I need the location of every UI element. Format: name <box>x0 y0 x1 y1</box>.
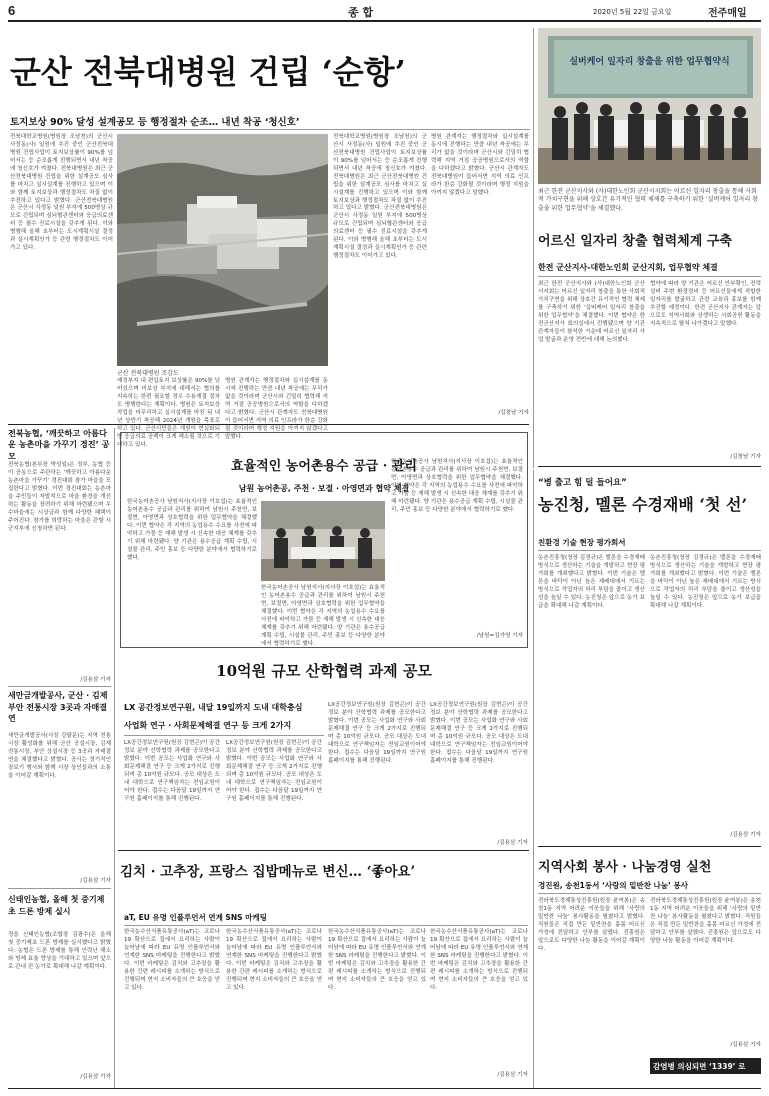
right-lower-headline: 지역사회 봉사 · 나눔경영 실천 <box>538 860 712 875</box>
bottom-subhead: aT, EU 유명 인플루언서 연계 SNS 마케팅 <box>124 913 267 922</box>
page-number: 6 <box>8 3 16 18</box>
bottom-body-col2: 한국농수산식품유통공사(aT)는 코로나19 확산으로 집에서 요리하는 사람이 늘어남에 따라 EU 유명 인플루언서와 연계한 SNS 마케팅을 진행한다고 밝혔다. 이번 마케팅은 김치와 고추장을 활용한 간편 레시피를 소개하는 방식으로 진행되며 현지 소비자들의 큰 호응을 얻고 있다. <box>226 929 322 991</box>
lead-body-col4: 전북대학교병원(병원장 조남천)의 군산시 사정동(사) 일원에 추진 중인 군산전북대병원 건립사업이 토지보상률이 90%를 넘어서는 등 순조롭게 진행되면서 내년 착공에 청신호가 켜졌다. 전북대병원은 최근 군산전북대병원 건립을 위한 설계공모 심사를 마치고 실시설계를 진행하고 있으며 이와 함께 토지보상과 행정절차도 차질 없이 추진하고 있다고 밝혔다. 군산전북대병원은 군산시 사정동 일원 부지에 500병상 규모로 건립되며 심뇌혈관센터와 응급의료센터 등 필수 진료시설을 갖추게 된다. 이와 병행해 올해 초부터는 도시계획시설 결정과 실시계획인가 등 관련 행정절차도 이어가고 있다. <box>333 134 427 260</box>
top-right-byline: /김창남 기자 <box>730 454 761 460</box>
boxed-headline: 효율적인 농어촌용수 공급 · 관리 <box>231 459 417 474</box>
lead-headline: 군산 전북대병원 건립 ‘순항’ <box>10 53 406 91</box>
right-lower-subhead: 경진원, 송천1동서 ‘사랑의 밑반찬 나눔’ 봉사 <box>538 881 688 890</box>
lead-body-col2: 예정부지 내 편입토지 보상률은 90%를 넘어섰으며 미보상 부지에 대해서는 협의를 지속하는 한편 필요할 경우 수용재결 절차도 병행한다는 계획이다. 병원은 토지보상 작업을 마무리하고 실시설계를 마친 뒤 내년 상반기 착공해 2024년 개원을 목표로 하고 있다. 군산시민들은 개원이 현실화되면 응급의료 공백이 크게 해소될 것으로 기대하고 있다. <box>117 378 220 448</box>
bottom-body-col4: 한국농수산식품유통공사(aT)는 코로나19 확산으로 집에서 요리하는 사람이 늘어남에 따라 EU 유명 인플루언서와 연계한 SNS 마케팅을 진행한다고 밝혔다. 이번 마케팅은 김치와 고추장을 활용한 간편 레시피를 소개하는 방식으로 진행되며 현지 소비자들의 큰 호응을 얻고 있다. <box>430 929 528 991</box>
lead-byline: /김창남 기자 <box>498 410 529 416</box>
top-right-photo-banner: 실버케어 일자리 창출을 위한 업무협약식 <box>569 57 730 67</box>
left-column-divider <box>114 428 115 1088</box>
middle-body-col1: LX공간정보연구원(원장 김현곤)이 공간정보 분야 산학협력 과제를 공모한다고 밝혔다. 이번 공모는 사업화 연구와 사회문제해결 연구 등 크게 2가지로 진행되며 총 10억원 규모다. 공모 대상은 도내 대학으로 연구책임자는 전임교원이어야 한다. 접수는 다음달 19일까지 연구원 홈페이지를 통해 진행된다. <box>124 740 220 802</box>
column-divider-top <box>533 28 534 468</box>
boxed-story <box>120 432 528 648</box>
masthead-rule <box>8 20 761 22</box>
bottom-rule <box>8 1088 761 1089</box>
lead-subhead-rule <box>10 129 530 130</box>
left-brief-3-body: 정읍 신태인농협(조합장 김광수)은 올해 첫 중기제초 드론 방제를 실시했다고 밝혔다. 농협은 드론 방제를 통해 인력난 해소와 방제 효율 향상을 기대하고 있으며 앞으로 관내 전 농가로 확대해 나갈 계획이다. <box>8 932 111 970</box>
middle-subhead-2: 사업화 연구 · 사회문제해결 연구 등 크게 2가지 <box>124 721 292 730</box>
left-brief-rule-2 <box>8 888 111 889</box>
boxed-photo <box>261 501 385 581</box>
middle-body-col4: LX공간정보연구원(원장 김현곤)이 공간정보 분야 산학협력 과제를 공모한다고 밝혔다. 이번 공모는 사업화 연구와 사회문제해결 연구 등 크게 2가지로 진행되며 총 10억원 규모다. 공모 대상은 도내 대학으로 연구책임자는 전임교원이어야 한다. 접수는 다음달 19일까지 연구원 홈페이지를 통해 진행된다. <box>430 702 528 764</box>
boxed-body-col3: 한국농어촌공사 남원지사(지사장 이호섭)는 효율적인 농어촌용수 공급과 관리를 위하여 남원시 주천면, 보절면, 아영면과 상호협력을 위한 업무협약을 체결했다. 이번 협약은 각 지역의 농업용수 수요를 사전에 파악하고 가뭄 등 재해 발생 시 신속한 대응 체계를 갖추기 위해 마련됐다. 양 기관은 용수공급 계획 수립, 시설물 관리, 주민 홍보 등 다양한 분야에서 협력하기로 했다. <box>391 459 523 513</box>
right-mid-headline: 농진청, 멜론 수경재배 ‘첫 선’ <box>538 495 748 514</box>
lead-body-col1: 전북대학교병원(병원장 조남천)의 군산시 사정동(사) 일원에 추진 중인 군산전북대병원 건립사업이 토지보상률이 90%를 넘어서는 등 순조롭게 진행되면서 내년 착공에 청신호가 켜졌다. 전북대병원은 최근 군산전북대병원 건립을 위한 설계공모 심사를 마치고 실시설계를 진행하고 있으며 이와 함께 토지보상과 행정절차도 차질 없이 추진하고 있다고 밝혔다. 군산전북대병원은 군산시 사정동 일원 부지에 500병상 규모로 건립되며 심뇌혈관센터와 응급의료센터 등 필수 진료시설을 갖추게 된다. 이와 병행해 올해 초부터는 도시계획시설 결정과 실시계획인가 등 관련 행정절차도 이어가고 있다. <box>10 134 113 252</box>
left-brief-rule-1 <box>8 686 111 687</box>
top-right-subhead-rule <box>538 276 761 277</box>
masthead <box>8 3 761 20</box>
section-rule-2 <box>118 850 529 851</box>
right-mid-body-col2: 농촌진흥청(청장 김경규)은 멜론을 수경재배 방식으로 생산하는 기술을 개발하고 현장 평가회를 개최했다고 밝혔다. 이번 기술은 멜론을 바닥이 아닌 높은 재배대에서 기르는 방식으로 작업자의 허리 부담을 줄이고 생산성을 높일 수 있다. 농진청은 앞으로 농가 보급을 확대해 나갈 계획이다. <box>650 555 761 609</box>
top-right-subhead: 한전 군산지사-대한노인회 군산지회, 업무협약 체결 <box>538 263 718 272</box>
paper-name: 전주매일 <box>708 8 747 19</box>
section-rule-1 <box>8 424 529 425</box>
boxed-body-col2: 한국농어촌공사 남원지사(지사장 이호섭)는 효율적인 농어촌용수 공급과 관리를 위하여 남원시 주천면, 보절면, 아영면과 상호협력을 위한 업무협약을 체결했다. 이번 협약은 각 지역의 농업용수 수요를 사전에 파악하고 가뭄 등 재해 발생 시 신속한 대응 체계를 갖추기 위해 마련됐다. 양 기관은 용수공급 계획 수립, 시설물 관리, 주민 홍보 등 다양한 분야에서 협력하기로 했다. <box>261 585 385 647</box>
middle-body-col3: LX공간정보연구원(원장 김현곤)이 공간정보 분야 산학협력 과제를 공모한다고 밝혔다. 이번 공모는 사업화 연구와 사회문제해결 연구 등 크게 2가지로 진행되며 총 10억원 규모다. 공모 대상은 도내 대학으로 연구책임자는 전임교원이어야 한다. 접수는 다음달 19일까지 연구원 홈페이지를 통해 진행된다. <box>328 702 426 764</box>
section-rule-right-1 <box>538 466 761 467</box>
left-brief-2-headline: 새만금개발공사, 군산 · 김제 부안 전통시장 3곳과 자매결연 <box>8 691 108 724</box>
left-brief-2-body: 새만금개발공사(사장 강팔문)는 지역 전통시장 활성화를 위해 군산 공설시장, 김제 전통시장, 부안 상설시장 등 3곳과 자매결연을 체결했다고 밝혔다. 공사는 정기적인 장보기 행사와 함께 시장 상인들과의 소통을 이어갈 계획이다. <box>8 733 111 779</box>
right-mid-kicker: “병 출고 힘 덜 들어요” <box>538 478 627 488</box>
section-title: 종 합 <box>348 6 374 19</box>
bottom-byline: /김용삼 기자 <box>497 1072 528 1078</box>
mou-ceremony-image <box>538 28 761 184</box>
boxed-subhead: 남원 농어촌공, 주천 · 보절 · 아영면과 협약 체결 <box>238 484 410 493</box>
boxed-byline: /남원=김가영 기자 <box>476 633 523 639</box>
right-lower-body-col1: 전라북도경제통상진흥원(원장 윤여봉)은 송천1동 지역 어려운 이웃들을 위해 ‘사랑의 밑반찬 나눔’ 봉사활동을 펼쳤다고 밝혔다. 직원들은 직접 만든 밑반찬을 홀몸 어르신 가정에 전달하고 안부를 살폈다. 진흥원은 앞으로도 다양한 나눔 활동을 이어갈 계획이다. <box>538 898 645 952</box>
middle-headline: 10억원 규모 산학협력 과제 공모 <box>216 662 432 680</box>
lead-photo <box>117 134 328 366</box>
right-lower-subhead-rule <box>538 893 761 894</box>
ad-strip <box>650 1058 761 1074</box>
right-mid-subhead-rule <box>538 550 761 551</box>
bottom-body-col3: 한국농수산식품유통공사(aT)는 코로나19 확산으로 집에서 요리하는 사람이 늘어남에 따라 EU 유명 인플루언서와 연계한 SNS 마케팅을 진행한다고 밝혔다. 이번 마케팅은 김치와 고추장을 활용한 간편 레시피를 소개하는 방식으로 진행되며 현지 소비자들의 큰 호응을 얻고 있다. <box>328 929 426 991</box>
issue-date: 2020년 5월 22일 금요일 <box>593 8 672 16</box>
right-mid-byline: /김용삼 기자 <box>730 832 761 838</box>
top-right-photo-caption: 최근 한전 군산지사와 (사)대한노인회 군산시지회는 어르신 일자리 창출을 통해 사회적 가치구현을 위해 상호간 유기적인 협력 체제를 구축하기 위한 ‘실버케어 일자리 창출을 위한 업무협약’을 체결했다. <box>538 188 758 212</box>
agreement-photo-image <box>261 501 385 581</box>
top-right-body-col2: 협약에 따라 양 기관은 어르신 안부확인, 전력설비 주변 환경정비 등 어르신들에게 적합한 일자리를 발굴하고 관련 교육과 홍보를 함께 추진할 예정이다. 한전 군산지사 관계자는 앞으로도 지역사회와 상생하는 사회공헌 활동을 지속적으로 펼쳐 나가겠다고 말했다. <box>650 281 761 327</box>
hospital-rendering-image <box>117 134 328 366</box>
boxed-body-col1: 한국농어촌공사 남원지사(지사장 이호섭)는 효율적인 농어촌용수 공급과 관리를 위하여 남원시 주천면, 보절면, 아영면과 상호협력을 위한 업무협약을 체결했다. 이번 협약은 각 지역의 농업용수 수요를 사전에 파악하고 가뭄 등 재해 발생 시 신속한 대응 체계를 갖추기 위해 마련됐다. 양 기관은 용수공급 계획 수립, 시설물 관리, 주민 홍보 등 다양한 분야에서 협력하기로 했다. <box>127 499 257 561</box>
ad-text: 감염병 의심되면 ‘1339’ 로 <box>653 1062 746 1071</box>
left-brief-1-body: 전북농협(본부장 박성일)은 정부, 농협 등이 공동으로 주관하는 ‘깨끗하고 아름다운 농촌마을 가꾸기’ 경진대회 참가 마을을 모집한다고 밝혔다. 이번 경진대회는 농촌마을 주민들이 자발적으로 마을 환경을 개선하는 활동을 장려하기 위해 마련됐으며 우수마을에는 시상금과 함께 다양한 혜택이 주어진다. 참가를 희망하는 마을은 관할 시군지부에 신청하면 된다. <box>8 462 111 532</box>
right-lower-body-col2: 전라북도경제통상진흥원(원장 윤여봉)은 송천1동 지역 어려운 이웃들을 위해 ‘사랑의 밑반찬 나눔’ 봉사활동을 펼쳤다고 밝혔다. 직원들은 직접 만든 밑반찬을 홀몸 어르신 가정에 전달하고 안부를 살폈다. 진흥원은 앞으로도 다양한 나눔 활동을 이어갈 계획이다. <box>650 898 761 944</box>
left-brief-3-headline: 신태인농협, 올해 첫 중기제초 드론 방제 실시 <box>8 895 105 917</box>
right-mid-subhead: 친환경 기술 현장 평가회서 <box>538 538 626 547</box>
top-right-photo <box>538 28 761 184</box>
top-right-body-col1: 최근 한전 군산지사와 (사)대한노인회 군산시지회는 어르신 일자리 창출을 통한 사회적 가치구현을 위해 상호간 유기적인 협력 체제를 구축하기 위한 ‘실버케어 일자리 창출을 위한 업무협약’을 체결했다. 이번 협약은 한전군산지사 회의실에서 진행됐으며 양 기관 관계자들이 참석한 가운데 어르신 일자리 사업 발굴과 운영 전반에 대해 논의했다. <box>538 281 645 343</box>
middle-byline: /김용삼 기자 <box>497 840 528 846</box>
lead-subhead: 토지보상 90% 달성 설계공모 등 행정절차 순조… 내년 착공 ‘청신호’ <box>10 117 300 128</box>
right-lower-byline: /김용삼 기자 <box>730 1042 761 1048</box>
column-divider-right <box>533 470 534 1088</box>
middle-subhead-1: LX 공간정보연구원, 내달 19일까지 도내 대학충심 <box>124 703 303 712</box>
middle-subhead-rule <box>124 735 324 736</box>
middle-body-col2: LX공간정보연구원(원장 김현곤)이 공간정보 분야 산학협력 과제를 공모한다고 밝혔다. 이번 공모는 사업화 연구와 사회문제해결 연구 등 크게 2가지로 진행되며 총 10억원 규모다. 공모 대상은 도내 대학으로 연구책임자는 전임교원이어야 한다. 접수는 다음달 19일까지 연구원 홈페이지를 통해 진행된다. <box>226 740 322 802</box>
bottom-subhead-rule <box>124 925 528 926</box>
bottom-headline: 김치 · 고추장, 프랑스 집밥메뉴로 변신… ‘좋아요’ <box>120 864 416 880</box>
left-brief-1-byline: /김용삼 기자 <box>80 677 111 683</box>
lead-body-col5: 병원 관계자는 행정절차와 실시설계를 동시에 진행하는 만큼 내년 착공에는 무리가 없을 것이라며 군산시와 긴밀히 협력해 지역 거점 공공병원으로서의 역할을 다하겠다고 밝혔다. 군산시 관계자도 전북대병원이 들어서면 지역 의료 인프라가 한층 강화될 것이라며 행정 지원을 아끼지 않겠다고 말했다. <box>431 134 529 196</box>
section-rule-right-2 <box>538 846 761 847</box>
right-mid-body-col1: 농촌진흥청(청장 김경규)은 멜론을 수경재배 방식으로 생산하는 기술을 개발하고 현장 평가회를 개최했다고 밝혔다. 이번 기술은 멜론을 바닥이 아닌 높은 재배대에서 기르는 방식으로 작업자의 허리 부담을 줄이고 생산성을 높일 수 있다. 농진청은 앞으로 농가 보급을 확대해 나갈 계획이다. <box>538 555 645 609</box>
bottom-body-col1: 한국농수산식품유통공사(aT)는 코로나19 확산으로 집에서 요리하는 사람이 늘어남에 따라 EU 유명 인플루언서와 연계한 SNS 마케팅을 진행한다고 밝혔다. 이번 마케팅은 김치와 고추장을 활용한 간편 레시피를 소개하는 방식으로 진행되며 현지 소비자들의 큰 호응을 얻고 있다. <box>124 929 220 991</box>
left-brief-3-byline: /김용삼 기자 <box>80 1074 111 1080</box>
left-brief-2-byline: /김용삼 기자 <box>80 878 111 884</box>
lead-photo-caption: 군산 전북대병원 조감도 <box>117 370 179 377</box>
left-brief-1-headline: 전북농협, ‘깨끗하고 아름다운 농촌마을 가꾸기 경진’ 공모 <box>8 428 110 461</box>
lead-body-col3: 병원 관계자는 행정절차와 실시설계를 동시에 진행하는 만큼 내년 착공에는 무리가 없을 것이라며 군산시와 긴밀히 협력해 지역 거점 공공병원으로서의 역할을 다하겠다고 밝혔다. 군산시 관계자도 전북대병원이 들어서면 지역 의료 인프라가 한층 강화될 것이라며 행정 지원을 아끼지 않겠다고 말했다. <box>225 378 328 440</box>
top-right-headline: 어르신 일자리 창출 협력체계 구축 <box>538 234 732 249</box>
